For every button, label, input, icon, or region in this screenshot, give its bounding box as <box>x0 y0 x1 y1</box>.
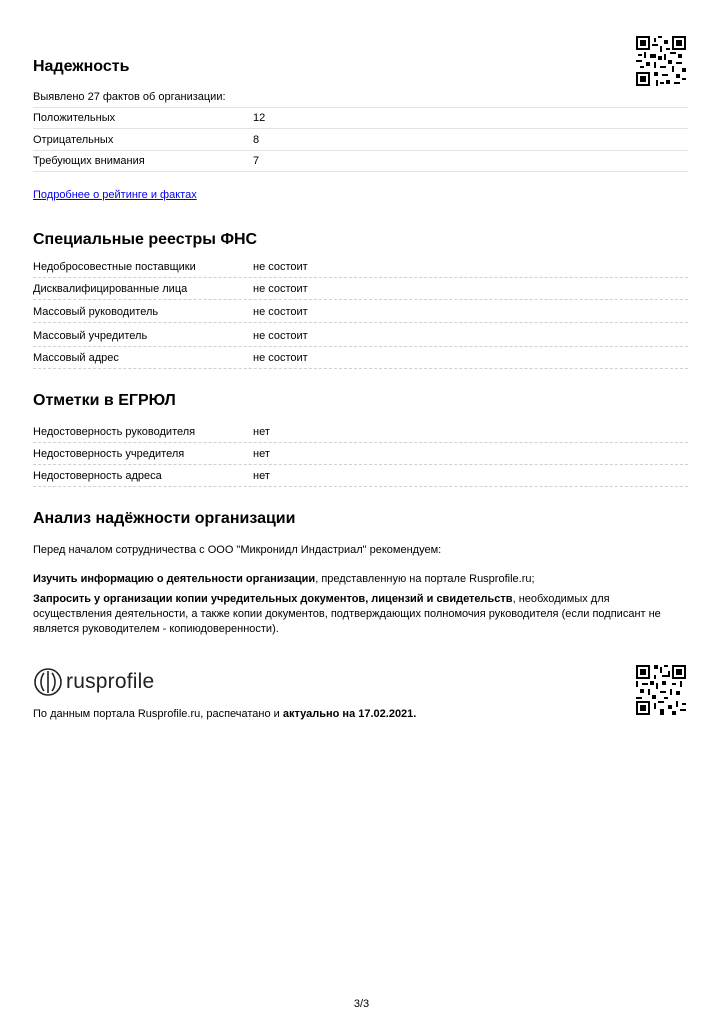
row-label: Недостоверность руководителя <box>33 426 196 438</box>
table-row <box>33 302 688 323</box>
qr-code-top <box>636 36 686 86</box>
table-row <box>33 130 688 151</box>
print-note <box>33 708 416 720</box>
qr-code-icon <box>636 36 686 86</box>
page-number: 3/3 <box>353 998 370 1010</box>
row-label: Положительных <box>33 112 116 124</box>
row-value: не состоит <box>253 283 308 295</box>
table-row <box>33 348 688 369</box>
row-label: Дисквалифицированные лица <box>33 283 188 295</box>
logo-text: rusprofile <box>66 670 155 693</box>
recommendation-1-bold: Изучить информацию о деятельности организации <box>33 573 316 585</box>
row-label: Требующих внимания <box>33 155 145 167</box>
row-label: Массовый учредитель <box>33 330 148 342</box>
table-row <box>33 466 688 487</box>
recommendation-1-text: , представленную на портале Rusprofile.ru; <box>315 573 535 585</box>
qr-code-bottom <box>636 665 686 715</box>
row-value: не состоит <box>253 352 308 364</box>
analysis-title: Анализ надёжности организации <box>33 510 296 527</box>
row-value: нет <box>253 470 270 482</box>
recommendation-2-bold: Запросить у организации копии учредительных документов, лицензий и свидетельств <box>33 593 513 605</box>
row-value: 7 <box>253 155 260 167</box>
row-label: Недостоверность учредителя <box>33 448 185 460</box>
row-label: Отрицательных <box>33 134 114 146</box>
reliability-title: Надежность <box>33 58 130 75</box>
egrul-title: Отметки в ЕГРЮЛ <box>33 392 176 409</box>
row-value: нет <box>253 448 270 460</box>
table-row <box>33 444 688 465</box>
row-label: Массовый руководитель <box>33 306 159 318</box>
qr-code-icon <box>636 665 686 715</box>
row-value: не состоит <box>253 261 308 273</box>
table-row <box>33 257 688 278</box>
recommendation-2-text: , необходимых для осуществления деятельности, а также копии документов, подтверждающих полномочия руководителя (если подписант не является руководителем - копиюдоверенности). <box>33 593 661 635</box>
rusprofile-logo-icon <box>33 667 63 697</box>
fns-title: Специальные реестры ФНС <box>33 231 258 248</box>
print-note-text: По данным портала Rusprofile.ru, распечатано и <box>33 708 283 720</box>
row-value: нет <box>253 426 270 438</box>
row-value: 12 <box>253 112 266 124</box>
row-value: не состоит <box>253 306 308 318</box>
table-row <box>33 108 688 129</box>
table-row <box>33 279 688 300</box>
analysis-intro: Перед началом сотрудничества с ООО "Микронидл Индастриал" рекомендуем: <box>33 544 442 556</box>
actuality-date: актуально на 17.02.2021. <box>282 708 417 720</box>
table-row <box>33 326 688 347</box>
row-value: не состоит <box>253 330 308 342</box>
row-label: Недобросовестные поставщики <box>33 261 196 273</box>
reliability-intro: Выявлено 27 фактов об организации: <box>33 91 226 103</box>
row-label: Недостоверность адреса <box>33 470 162 482</box>
table-row <box>33 151 688 172</box>
rusprofile-logo <box>33 667 154 697</box>
rating-details-link[interactable]: Подробнее о рейтинге и фактах <box>33 189 197 201</box>
row-value: 8 <box>253 134 260 146</box>
recommendation-2 <box>33 592 663 637</box>
reliability-intro-row <box>33 87 688 108</box>
row-label: Массовый адрес <box>33 352 119 364</box>
recommendation-1 <box>33 572 663 587</box>
table-row <box>33 422 688 443</box>
